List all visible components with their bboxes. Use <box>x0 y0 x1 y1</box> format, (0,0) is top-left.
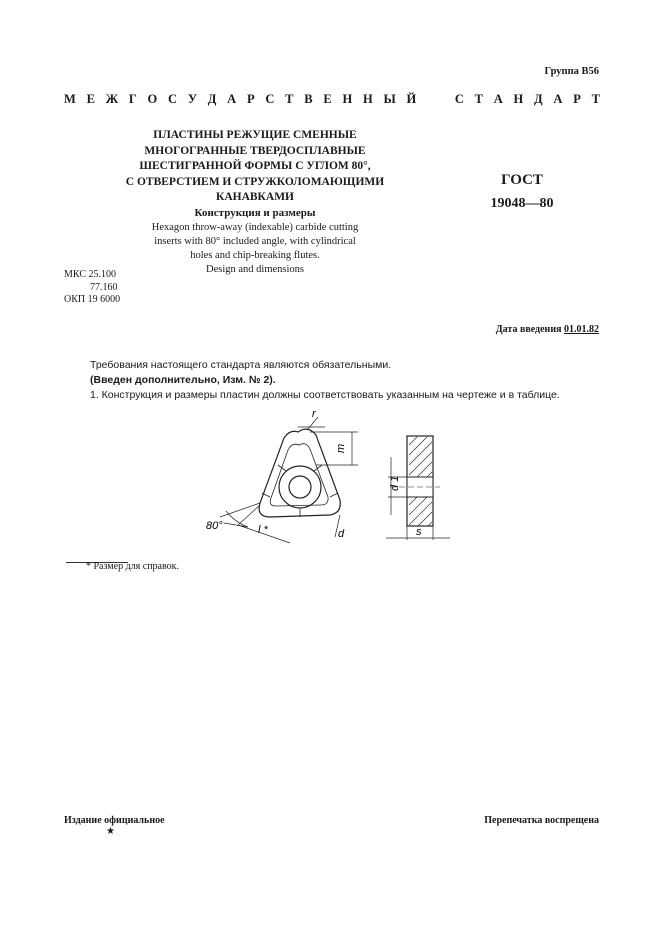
gost-label: ГОСТ <box>501 172 543 188</box>
amendment-note: (Введен дополнительно, Изм. № 2). <box>90 374 276 386</box>
english-title-line: Hexagon throw-away (indexable) carbide cutting <box>151 222 359 233</box>
heading-letter: Ж <box>105 92 119 106</box>
heading-letter <box>441 92 444 107</box>
heading-letter: Р <box>573 92 581 106</box>
heading-letter: С <box>265 92 275 106</box>
mks-code-second: 77.160 <box>90 281 118 293</box>
central-hole-outer <box>279 466 321 508</box>
interstate-standard-heading <box>64 92 600 107</box>
heading-letter: М <box>64 92 76 106</box>
title-line: ШЕСТИГРАННОЙ ФОРМЫ С УГЛОМ 80°, <box>139 160 371 172</box>
gost-designation <box>482 168 562 216</box>
english-title-line: Design and dimensions <box>206 264 304 275</box>
document-title-block <box>110 128 400 277</box>
insert-outline <box>259 429 340 517</box>
heading-letter: Р <box>246 92 255 106</box>
plan-dimensions <box>220 417 358 543</box>
heading-letter: У <box>187 92 198 106</box>
footer-official-edition: Издание официальное <box>64 815 165 826</box>
star-icon: ★ <box>106 826 115 837</box>
paragraph: Требования настоящего стандарта являются обязательными. <box>90 359 392 371</box>
heading-letter: Е <box>86 92 95 106</box>
heading-letter: С <box>454 92 464 106</box>
gost-number: 19048—80 <box>490 196 554 211</box>
paragraph: 1. Конструкция и размеры пластин должны соответствовать указанным на чертеже и в таблице. <box>90 389 560 401</box>
english-title-line: holes and chip-breaking flutes. <box>190 250 320 261</box>
label-s: s <box>416 526 422 538</box>
heading-letter: О <box>147 92 158 106</box>
body-text <box>90 358 610 403</box>
heading-letter: А <box>493 92 503 106</box>
english-title-line: inserts with 80° included angle, with cylindrical <box>154 236 356 247</box>
insert-plan-view <box>259 429 340 517</box>
heading-letter <box>427 92 430 107</box>
heading-letter: Ы <box>383 92 396 106</box>
title-line: МНОГОГРАННЫЕ ТВЕРДОСПЛАВНЫЕ <box>144 144 366 157</box>
okp-code: ОКП 19 6000 <box>64 294 121 305</box>
heading-letter: Т <box>474 92 483 106</box>
group-label: Группа В56 <box>544 66 599 77</box>
intro-date-label: Дата введения <box>495 324 562 335</box>
subtitle-ru: Конструкция и размеры <box>194 206 316 219</box>
label-d1: d 1 <box>389 475 401 491</box>
label-d: d <box>338 528 345 540</box>
heading-letter: Н <box>363 92 373 106</box>
heading-letter: Н <box>342 92 353 106</box>
heading-letter: Т <box>285 92 294 106</box>
heading-letter: А <box>227 92 237 106</box>
title-line: С ОТВЕРСТИЕМ И СТРУЖКОЛОМАЮЩИМИ <box>125 175 385 188</box>
heading-letter: С <box>168 92 178 106</box>
heading-letter: Т <box>591 92 600 106</box>
label-angle: 80° <box>206 520 223 532</box>
heading-letter: В <box>304 92 313 106</box>
footnote: * Размер для справок. <box>86 561 179 572</box>
intro-date-value: 01.01.82 <box>564 324 599 335</box>
label-l: l * <box>258 524 268 536</box>
heading-letter: Д <box>534 92 543 106</box>
central-hole <box>289 476 311 498</box>
label-r: r <box>312 408 316 420</box>
introduction-date <box>496 324 599 335</box>
heading-letter: Д <box>207 92 217 106</box>
heading-letter: Н <box>513 92 524 106</box>
heading-letter: Й <box>406 92 417 106</box>
insert-drawing <box>190 405 470 550</box>
mks-code: МКС 25.100 <box>64 269 116 280</box>
label-m: m <box>335 443 347 453</box>
classification-codes <box>64 269 120 307</box>
heading-letter: А <box>553 92 563 106</box>
title-line: КАНАВКАМИ <box>215 191 294 203</box>
heading-letter: Е <box>323 92 332 106</box>
heading-letter: Г <box>128 92 137 106</box>
title-line: ПЛАСТИНЫ РЕЖУЩИЕ СМЕННЫЕ <box>153 129 357 141</box>
footer-reprint-prohibited: Перепечатка воспрещена <box>484 815 599 826</box>
